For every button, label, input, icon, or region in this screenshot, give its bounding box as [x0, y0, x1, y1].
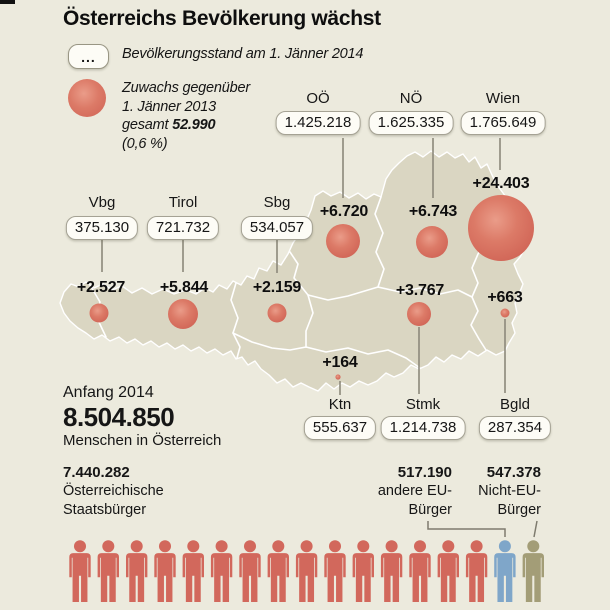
person-icon-red	[69, 540, 90, 602]
person-icon-red	[409, 540, 430, 602]
population-box-tirol: 721.732	[147, 216, 219, 240]
growth-value-sbg: +2.159	[252, 279, 302, 296]
state-label-vbg: Vbg	[88, 194, 116, 211]
person-icon-red	[381, 540, 402, 602]
growth-legend-total: gesamt 52.990	[122, 117, 216, 133]
state-label-ooe: OÖ	[306, 90, 330, 107]
growth-value-bgld: +663	[487, 289, 523, 306]
growth-value-wien: +24.403	[472, 175, 530, 192]
status-subtitle: Bevölkerungsstand am 1. Jänner 2014	[122, 46, 364, 62]
population-box-ooe: 1.425.218	[276, 111, 361, 135]
growth-value-vbg: +2.527	[76, 279, 126, 296]
page-title: Österreichs Bevölkerung wächst	[63, 7, 381, 30]
growth-legend-line1: Zuwachs gegenüber	[122, 80, 250, 96]
person-icon-red	[466, 540, 487, 602]
state-label-bgld: Bgld	[499, 396, 531, 413]
group-austrian-value: 7.440.282	[63, 464, 130, 481]
population-box-vbg: 375.130	[66, 216, 138, 240]
growth-value-stmk: +3.767	[395, 282, 445, 299]
group-eu-label-1: andere EU-	[377, 483, 452, 499]
state-label-ktn: Ktn	[328, 396, 352, 413]
population-box-ktn: 555.637	[304, 416, 376, 440]
figure-callout-lines	[428, 521, 537, 537]
person-icon-red	[98, 540, 119, 602]
state-label-tirol: Tirol	[168, 194, 198, 211]
person-icon-red	[268, 540, 289, 602]
state-label-stmk: Stmk	[405, 396, 441, 413]
summary-total-label: Menschen in Österreich	[63, 432, 222, 449]
state-label-sbg: Sbg	[263, 194, 291, 211]
growth-legend-percent: (0,6 %)	[122, 135, 168, 152]
person-icon-red	[183, 540, 204, 602]
person-icon-red	[353, 540, 374, 602]
group-eu-value: 517.190	[397, 464, 452, 481]
growth-value-ktn: +164	[322, 354, 358, 371]
person-icon-red	[324, 540, 345, 602]
person-icon-red	[239, 540, 260, 602]
person-icon-red	[126, 540, 147, 602]
eu-citizens-connector	[428, 521, 505, 537]
ellipsis-icon: ...	[81, 48, 96, 65]
growth-value-ooe: +6.720	[319, 203, 369, 220]
state-label-noe: NÖ	[399, 90, 423, 107]
population-figures	[69, 540, 544, 602]
non-eu-citizens-connector	[534, 521, 537, 537]
person-icon-red	[296, 540, 317, 602]
summary-period: Anfang 2014	[63, 384, 154, 401]
group-austrian-label-1: Österreichische	[63, 483, 164, 499]
population-box-sbg: 534.057	[241, 216, 313, 240]
growth-value-tirol: +5.844	[159, 279, 209, 296]
group-austrian-label-2: Staatsbürger	[63, 502, 147, 518]
person-icon-red	[438, 540, 459, 602]
population-box-bgld: 287.354	[479, 416, 551, 440]
group-noneu-value: 547.378	[486, 464, 541, 481]
group-eu-label-2: Bürger	[408, 502, 452, 518]
population-box-wien: 1.765.649	[461, 111, 546, 135]
person-icon-blue	[494, 540, 515, 602]
person-icon-red	[154, 540, 175, 602]
group-noneu-label-2: Bürger	[497, 502, 541, 518]
group-noneu-label-1: Nicht-EU-	[478, 483, 541, 499]
population-box-noe: 1.625.335	[369, 111, 454, 135]
state-label-wien: Wien	[485, 90, 521, 107]
person-icon-olive	[523, 540, 544, 602]
growth-legend-line2: 1. Jänner 2013	[122, 98, 216, 115]
person-icon-red	[211, 540, 232, 602]
summary-total-value: 8.504.850	[63, 402, 175, 432]
growth-value-noe: +6.743	[408, 203, 458, 220]
population-box-stmk: 1.214.738	[381, 416, 466, 440]
growth-total-value: 52.990	[172, 117, 216, 133]
